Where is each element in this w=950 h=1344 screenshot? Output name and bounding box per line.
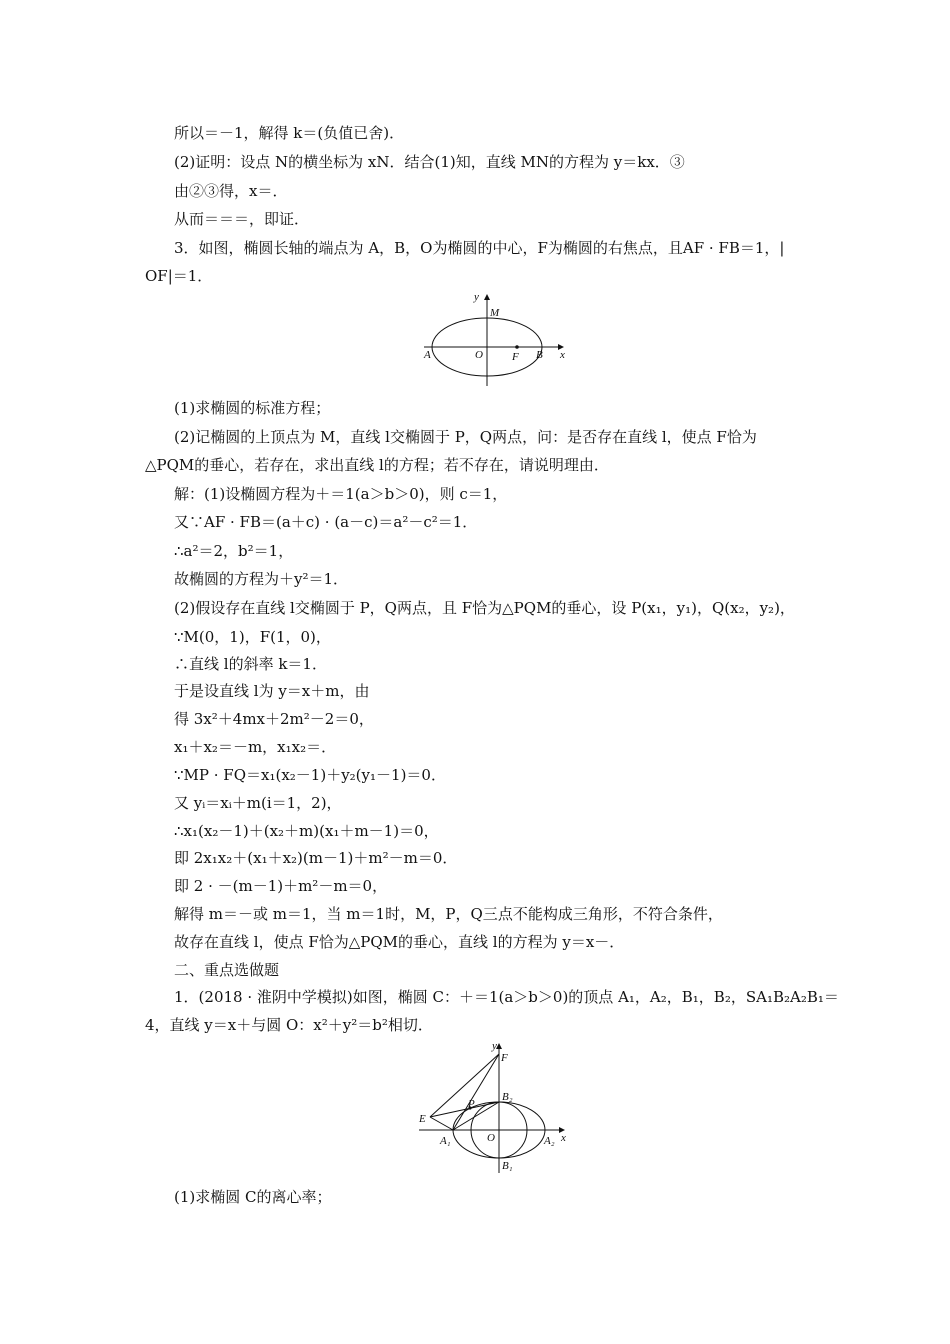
ellipse-figure-1 — [420, 290, 570, 390]
point-label-f: F — [512, 351, 519, 363]
text-line: (2)假设存在直线 l交椭圆于 P，Q两点，且 F恰为△PQM的垂心，设 P(x₁，y₁)，Q(x₂，y₂)， — [174, 599, 795, 617]
x-axis-label: x — [561, 1132, 566, 1144]
point-label-b2: B₂ — [502, 1091, 513, 1103]
text-line: 得 3x²＋4mx＋2m²－2＝0， — [174, 710, 374, 728]
ellipse-figure-2 — [415, 1037, 575, 1177]
text-line: 又∵AF · FB＝(a＋c) · (a－c)＝a²－c²＝1． — [174, 513, 478, 531]
text-line: 解：(1)设椭圆方程为＋＝1(a＞b＞0)，则 c＝1， — [174, 485, 508, 503]
point-label-e: E — [419, 1113, 426, 1125]
point-label-p: P — [468, 1098, 475, 1110]
text-line: OF|＝1． — [145, 267, 213, 285]
text-line: 即 2x₁x₂＋(x₁＋x₂)(m－1)＋m²－m＝0． — [174, 849, 458, 867]
text-line: △PQM的垂心，若存在，求出直线 l的方程；若不存在，请说明理由． — [145, 456, 609, 474]
section-heading: 二、重点选做题 — [174, 961, 280, 979]
text-line: ∵M(0，1)，F(1，0)， — [174, 628, 331, 646]
point-label-o: O — [487, 1132, 495, 1144]
y-axis-label: y — [492, 1040, 497, 1052]
x-axis-label: x — [560, 349, 565, 361]
text-line: 3．如图，椭圆长轴的端点为 A，B，O为椭圆的中心，F为椭圆的右焦点，且AF · FB＝1，| — [174, 239, 785, 257]
text-line: (2)记椭圆的上顶点为 M，直线 l交椭圆于 P，Q两点，问：是否存在直线 l，使点 F恰为 — [174, 428, 757, 446]
point-label-m: M — [490, 307, 500, 319]
point-label-o: O — [475, 349, 483, 361]
text-line: 又 yᵢ＝xᵢ＋m(i＝1，2)， — [174, 794, 342, 812]
point-label-b1: B₁ — [502, 1160, 513, 1172]
text-line: 所以＝－1，解得 k＝(负值已舍)． — [174, 124, 405, 142]
text-line: (1)求椭圆的标准方程； — [174, 399, 331, 417]
text-line: ∵MP · FQ＝x₁(x₂－1)＋y₂(y₁－1)＝0． — [174, 766, 446, 784]
point-label-f: F — [501, 1052, 508, 1064]
text-line: 从而＝＝＝，即证． — [174, 210, 310, 228]
point-label-a2: A₂ — [544, 1135, 555, 1147]
y-axis-label: y — [474, 291, 479, 303]
text-line: 4，直线 y＝x＋与圆 O：x²＋y²＝b²相切． — [145, 1016, 433, 1034]
text-line: ∴直线 l的斜率 k＝1． — [174, 655, 327, 673]
text-line: x₁＋x₂＝－m，x₁x₂＝． — [174, 738, 337, 756]
text-line: 由②③得，x＝． — [174, 182, 288, 200]
text-line: 于是设直线 l为 y＝x＋m，由 — [174, 682, 370, 700]
text-line: 故椭圆的方程为＋y²＝1． — [174, 570, 349, 588]
point-label-b: B — [536, 349, 543, 361]
point-label-a: A — [424, 349, 431, 361]
text-line: ∴x₁(x₂－1)＋(x₂＋m)(x₁＋m－1)＝0， — [174, 822, 439, 840]
text-line: 1．(2018 · 淮阴中学模拟)如图，椭圆 C：＋＝1(a＞b＞0)的顶点 A₁，A₂，B₁，B₂，SA₁B₂A₂B₁＝ — [174, 988, 839, 1006]
text-line: 故存在直线 l，使点 F恰为△PQM的垂心，直线 l的方程为 y＝x－． — [174, 933, 625, 951]
text-line: ∴a²＝2，b²＝1， — [174, 542, 294, 560]
text-line: (1)求椭圆 C的离心率； — [174, 1188, 332, 1206]
text-line: 即 2 · －(m－1)＋m²－m＝0， — [174, 877, 388, 895]
point-label-a1: A₁ — [440, 1135, 451, 1147]
text-line: 解得 m＝－或 m＝1，当 m＝1时，M，P，Q三点不能构成三角形，不符合条件， — [174, 905, 723, 923]
text-line: (2)证明：设点 N的横坐标为 xN．结合(1)知，直线 MN的方程为 y＝kx．③ — [174, 153, 685, 171]
